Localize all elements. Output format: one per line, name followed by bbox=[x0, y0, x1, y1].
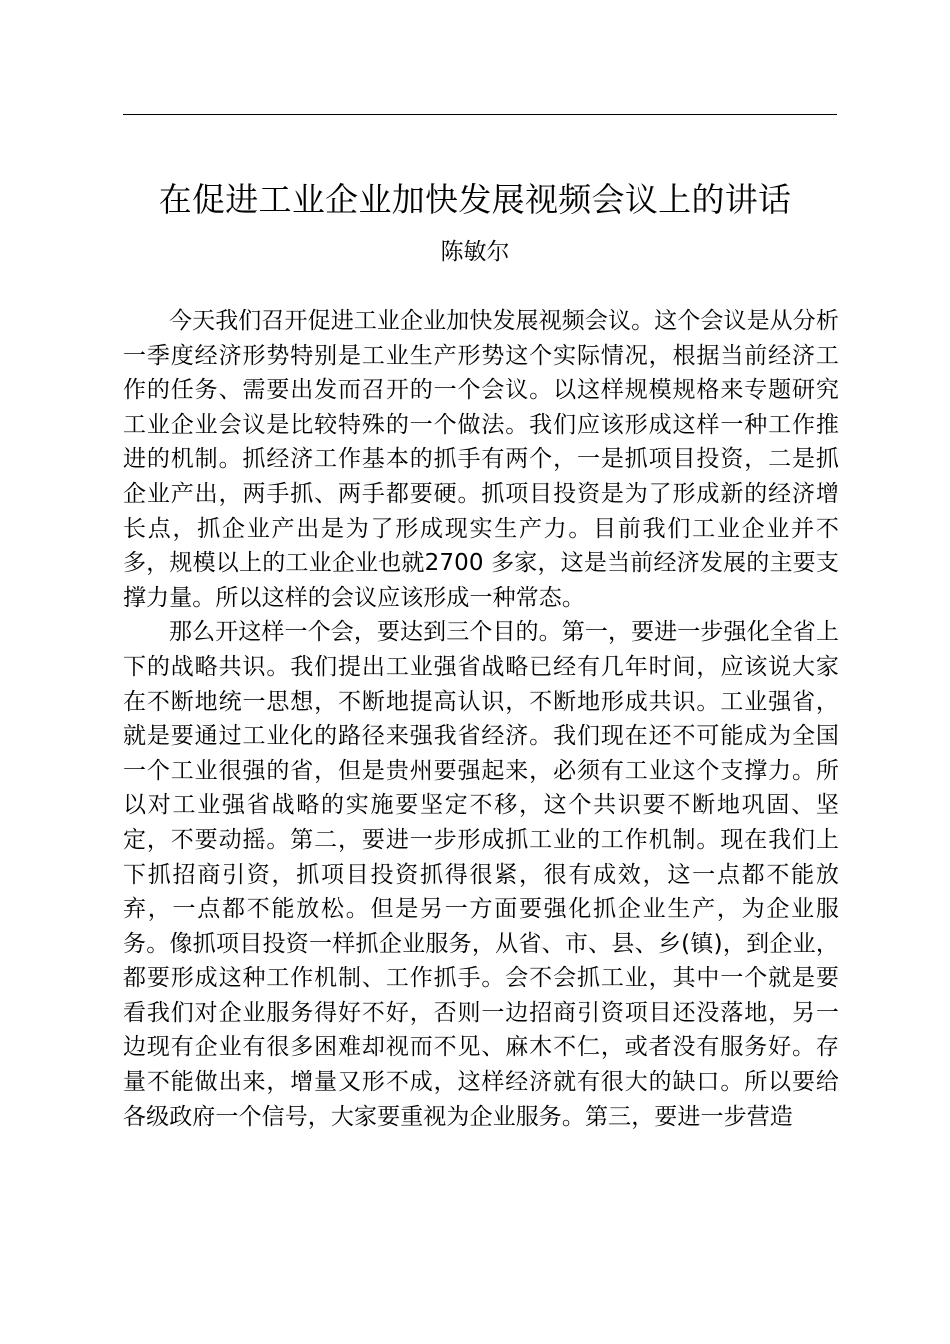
body-paragraph-1: 今天我们召开促进工业企业加快发展视频会议。这个会议是从分析一季度经济形势特别是工业生产形势这个实际情况，根据当前经济工作的任务、需要出发而召开的一个会议。以这样规模规格来专题研究工业企业会议是比较特殊的一个做法。我们应该形成这样一种工作推进的机制。抓经济工作基本的抓手有两个，一是抓项目投资，二是抓企业产出，两手抓、两手都要硬。抓项目投资是为了形成新的经济增长点，抓企业产出是为了形成现实生产力。目前我们工业企业并不多，规模以上的工业企业也就2700 多家，这是当前经济发展的主要支撑力量。所以这样的会议应该形成一种常态。 bbox=[123, 308, 839, 611]
body-paragraph-2: 那么开这样一个会，要达到三个目的。第一，要进一步强化全省上下的战略共识。我们提出工业强省战略已经有几年时间，应该说大家在不断地统一思想，不断地提高认识，不断地形成共识。工业强省，就是要通过工业化的路径来强我省经济。我们现在还不可能成为全国一个工业很强的省，但是贵州要强起来，必须有工业这个支撑力。所以对工业强省战略的实施要坚定不移，这个共识要不断地巩固、坚定，不要动摇。第二，要进一步形成抓工业的工作机制。现在我们上下抓招商引资，抓项目投资抓得很紧，很有成效，这一点都不能放弃，一点都不能放松。但是另一方面要强化抓企业生产，为企业服务。像抓项目投资一样抓企业服务，从省、市、县、乡(镇)，到企业，都要形成这种工作机制、工作抓手。会不会抓工业，其中一个就是要看我们对企业服务得好不好，否则一边招商引资项目还没落地，另一边现有企业有很多困难却视而不见、麻木不仁，或者没有服务好。存量不能做出来，增量又形不成，这样经济就有很大的缺口。所以要给各级政府一个信号，大家要重视为企业服务。第三，要进一步营造 bbox=[123, 619, 839, 1130]
document-author: 陈敏尔 bbox=[440, 239, 510, 265]
document-title: 在促进工业企业加快发展视频会议上的讲话 bbox=[158, 180, 792, 219]
header-rule bbox=[123, 114, 837, 115]
document-body bbox=[123, 304, 839, 1134]
